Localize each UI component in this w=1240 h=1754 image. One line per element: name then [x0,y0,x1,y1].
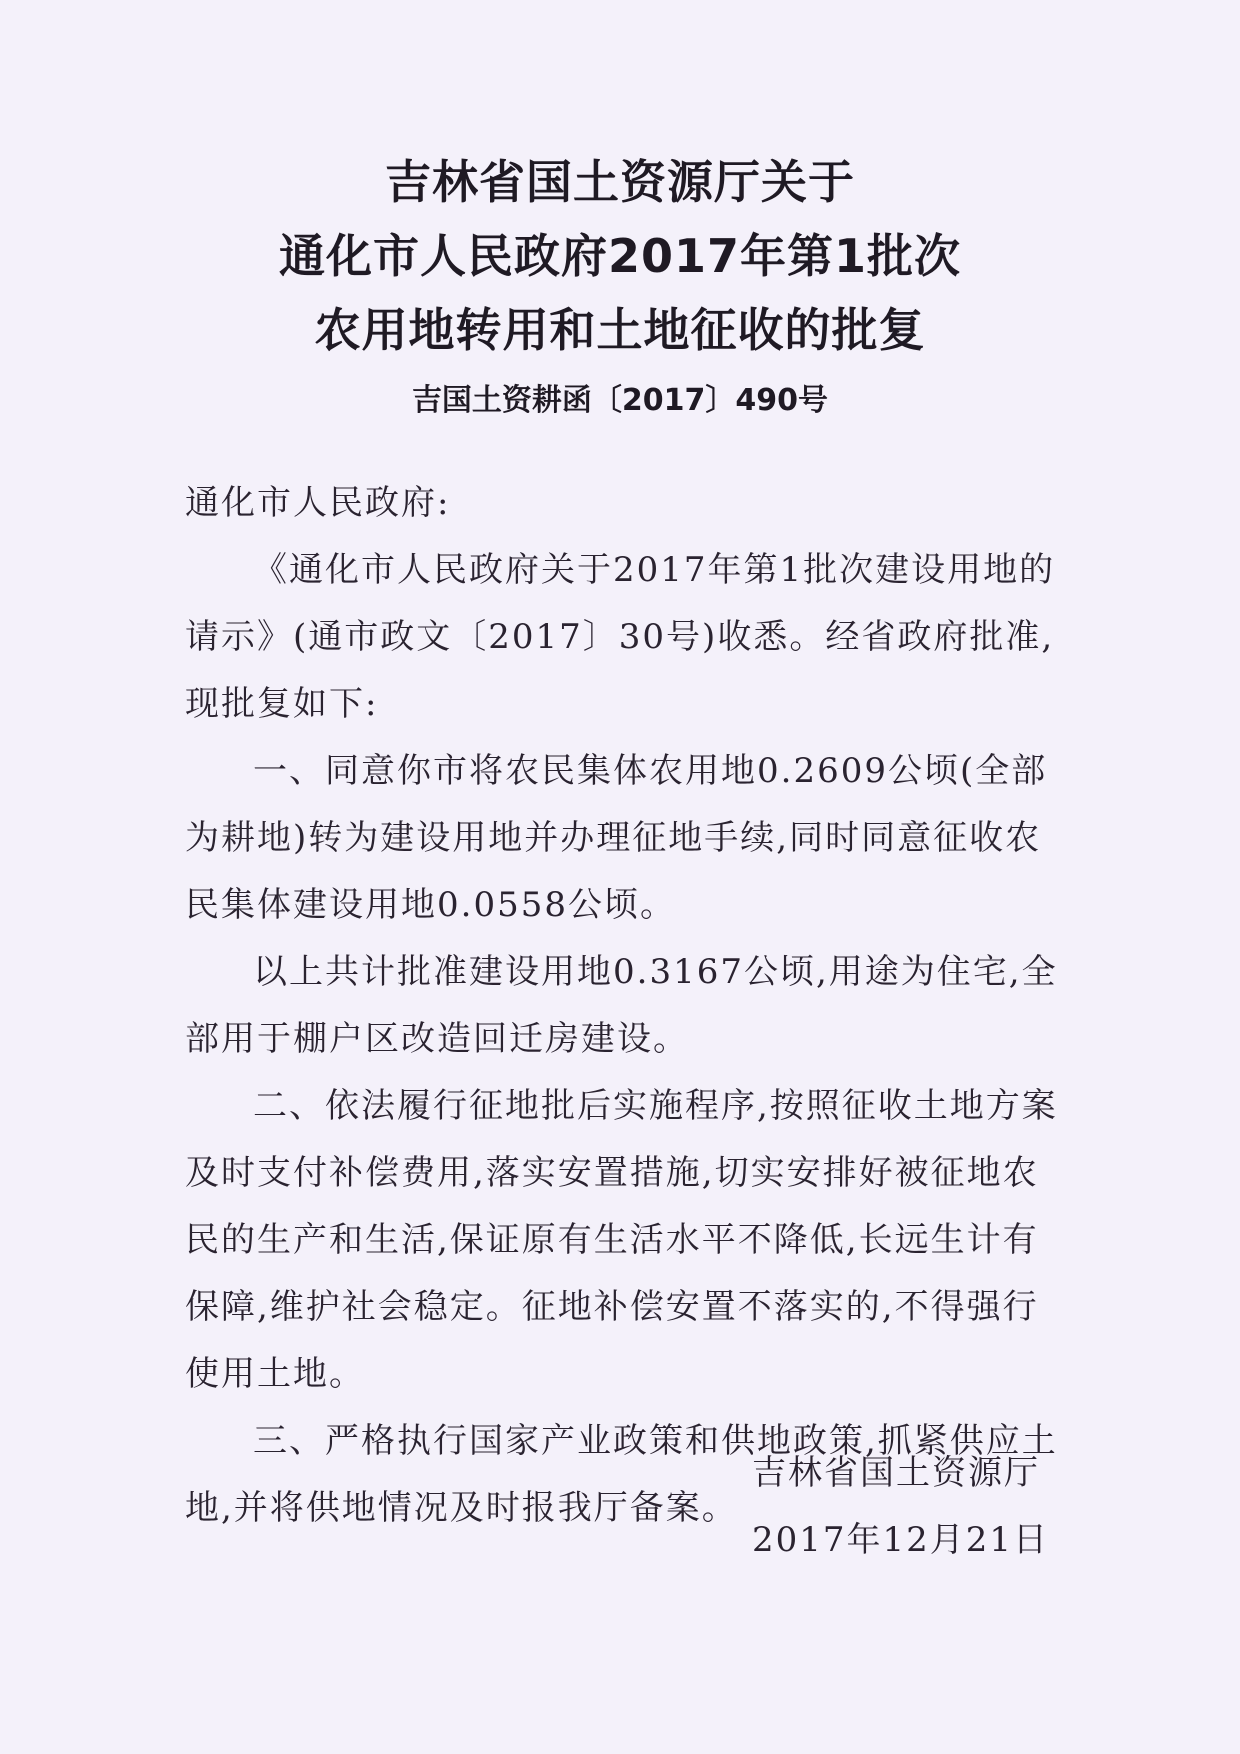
paragraph-item-1: 一、同意你市将农民集体农用地0.2609公顷(全部为耕地)转为建设用地并办理征地手续,同时同意征收农民集体建设用地0.0558公顷。 [185,751,1048,925]
issue-date: 2017年12月21日 [752,1520,1050,1560]
document-body [185,470,1060,1542]
title-line-1: 吉林省国土资源厅关于 [385,155,855,209]
issuing-organization: 吉林省国土资源厅 [752,1453,1040,1493]
signature-block [752,1440,1049,1574]
document-number: 吉国土资耕函〔2017〕490号 [411,383,829,418]
paragraph-total: 以上共计批准建设用地0.3167公顷,用途为住宅,全部用于棚户区改造回迁房建设。 [185,952,1058,1059]
title-line-3: 农用地转用和土地征收的批复 [314,303,926,357]
paragraph-item-3: 三、严格执行国家产业政策和供地政策,抓紧供应土地,并将供地情况及时报我厅备案。 [185,1421,1058,1528]
title-block [0,145,1240,421]
paragraph-item-2: 二、依法履行征地批后实施程序,按照征收土地方案及时支付补偿费用,落实安置措施,切实安排好被征地农民的生产和生活,保证原有生活水平不降低,长远生计有保障,维护社会稳定。征地补偿安置不落实的,不得强行使用土地。 [185,1086,1058,1394]
paragraph-request-reference: 《通化市人民政府关于2017年第1批次建设用地的请示》(通市政文〔2017〕30号)收悉。经省政府批准,现批复如下: [185,550,1056,724]
addressee: 通化市人民政府: [185,483,451,523]
title-line-2: 通化市人民政府2017年第1批次 [278,229,962,283]
